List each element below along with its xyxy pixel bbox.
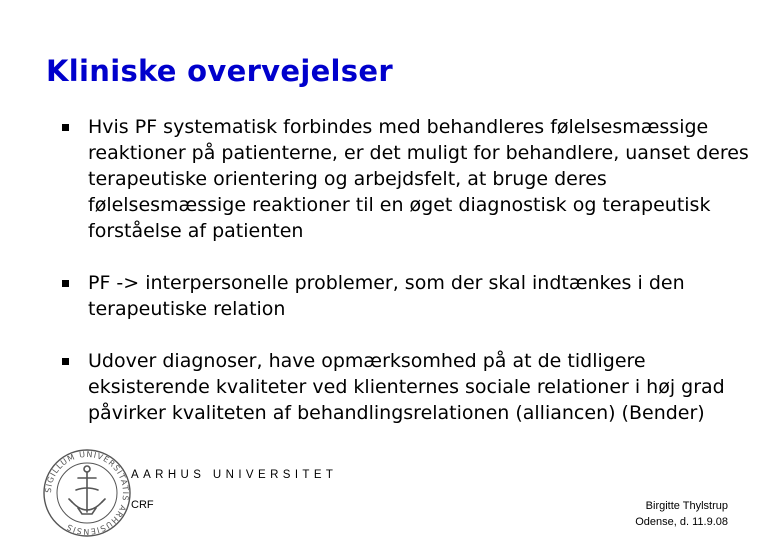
bullet-list <box>60 114 750 426</box>
footer-author: Birgitte Thylstrup <box>645 500 728 512</box>
bullet-item <box>60 270 750 322</box>
square-bullet-icon <box>62 280 69 287</box>
bullet-item <box>60 348 750 426</box>
university-seal-icon <box>42 448 132 538</box>
footer-left-label: CRF <box>131 499 154 511</box>
footer-place-date: Odense, d. 11.9.08 <box>635 516 728 528</box>
square-bullet-icon <box>62 124 69 131</box>
university-name: AARHUS UNIVERSITET <box>131 469 338 481</box>
square-bullet-icon <box>62 358 69 365</box>
seal-text: SIGILLUM UNIVERSITATIS ARHUSIENSIS <box>43 449 131 537</box>
bullet-item <box>60 114 750 244</box>
bullet-text: Udover diagnoser, have opmærksomhed på at de tidligere eksisterende kvaliteter ved klienternes sociale relationer i høj grad påvirker kvaliteten af behandlingsrelationen (alliancen) (Bender) <box>88 350 725 424</box>
bullet-text: Hvis PF systematisk forbindes med behandleres følelsesmæssige reaktioner på patienterne, er det muligt for behandlere, uanset deres terapeutiske orientering og arbejdsfelt, at bruge deres følelsesmæssige reaktioner til en øget diagnostisk og terapeutisk forståelse af patienten <box>88 116 749 242</box>
bullet-text: PF -> interpersonelle problemer, som der skal indtænkes i den terapeutiske relation <box>88 272 685 320</box>
slide-title: Kliniske overvejelser <box>46 54 393 88</box>
footer-author-block <box>635 498 728 530</box>
